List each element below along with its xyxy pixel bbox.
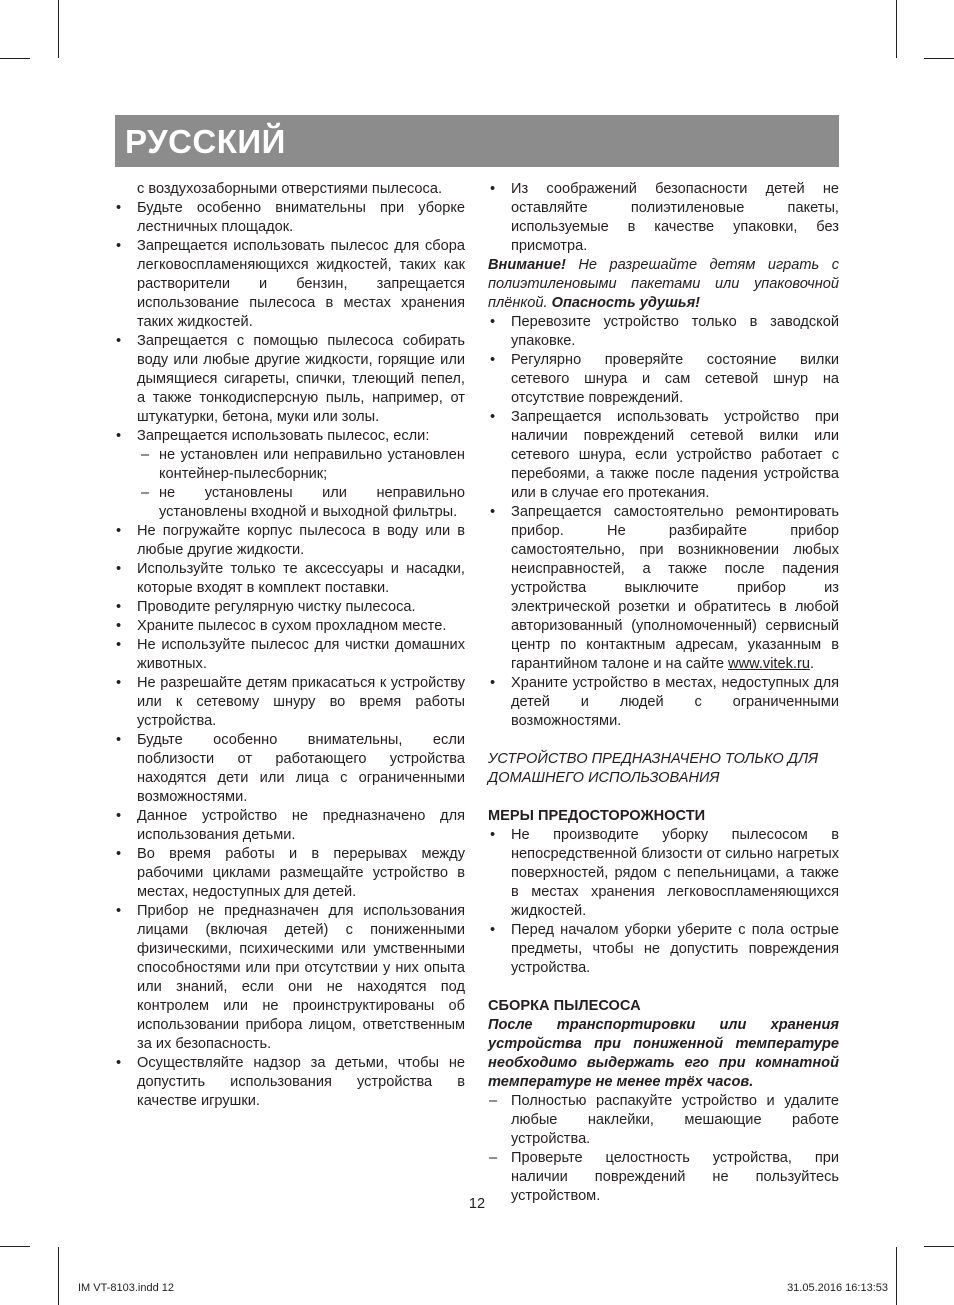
list-item: • Проводите регулярную чистку пылесоса.: [114, 598, 465, 617]
list-item: • Прибор не предназначен для использования лицами (включая детей) с пониженными физическими, психическими или умственными способностями или при отсутствии у них опыта или знаний, если они не находятся под контролем или не проинструктированы об использовании прибора лицом, ответственным за их безопасность.: [114, 902, 465, 1054]
list-item: [488, 503, 839, 674]
list-item: • Перевозите устройство только в заводской упаковке.: [488, 313, 839, 351]
sub-list: [137, 446, 465, 522]
warning-text: Не разрешайте детям играть с полиэтиленовыми пакетами или упаковочной плёнкой.: [488, 257, 839, 311]
repair-text: Запрещается самостоятельно ремонтировать прибор. Не разбирайте прибор самостоятельно, при возникновении любых неисправностей, а также после падения устройства выключите прибор из электрической розетки и обратитесь в любой авторизованный (уполномоченный) сервисный центр по контактным адресам, указанным в гарантийном талоне и на сайте: [511, 504, 839, 672]
warning-label: Внимание!: [488, 257, 566, 273]
list-item: • Будьте особенно внимательны, если поблизости от работающего устройства находятся дети или лица с ограниченными возможностями.: [114, 731, 465, 807]
warning-paragraph: [488, 256, 839, 313]
assembly-steps: [488, 1092, 839, 1206]
safety-list-c: [488, 180, 839, 256]
list-item: • Храните устройство в местах, недоступных для детей и людей с ограниченными возможностями.: [488, 674, 839, 731]
danger-text: Опасность удушья!: [551, 295, 701, 311]
household-use-notice: УСТРОЙСТВО ПРЕДНАЗНАЧЕНО ТОЛЬКО ДЛЯ ДОМАШНЕГО ИСПОЛЬЗОВАНИЯ: [488, 751, 819, 786]
sub-list-item: – не установлены или неправильно установлены входной и выходной фильтры.: [137, 484, 465, 522]
list-item-text: Запрещается использовать пылесос, если:: [137, 428, 430, 444]
list-item: • Из соображений безопасности детей не оставляйте полиэтиленовые пакеты, используемые в качестве упаковки, без присмотра.: [488, 180, 839, 256]
spacer: [488, 788, 839, 807]
list-item: • Запрещается с помощью пылесоса собирать воду или любые другие жидкости, горящие или дымящиеся сигареты, спички, тлеющий пепел, а также тонкодисперсную пыль, например, от штукатурки, бетона, муки или золы.: [114, 332, 465, 427]
safety-list-d: [488, 313, 839, 731]
crop-mark: [0, 58, 30, 59]
continued-text: с воздухозаборными отверстиями пылесоса.: [137, 181, 442, 197]
list-item: • Запрещается использовать пылесос для сбора легковоспламеняющихся жидкостей, таких как растворители и бензин, запрещается использование пылесоса в местах хранения таких жидкостей.: [114, 237, 465, 332]
language-header-bar: [115, 115, 839, 167]
page-title: РУССКИЙ: [125, 123, 286, 160]
assembly-note: После транспортировки или хранения устройства при пониженной температуре необходимо выдержать его при комнатной температуре не менее трёх часов.: [488, 1017, 839, 1090]
list-item: • Не погружайте корпус пылесоса в воду или в любые другие жидкости.: [114, 522, 465, 560]
precautions-list: [488, 826, 839, 978]
list-item: • Будьте особенно внимательны при уборке лестничных площадок.: [114, 199, 465, 237]
sub-list-item: – не установлен или неправильно установлен контейнер-пылесборник;: [137, 446, 465, 484]
crop-mark: [924, 1246, 954, 1247]
right-column: [488, 180, 839, 1206]
list-item: • Храните пылесос в сухом прохладном месте.: [114, 617, 465, 636]
footer-timestamp: 31.05.2016 16:13:53: [787, 1282, 888, 1294]
list-item: • Не производите уборку пылесосом в непосредственной близости от сильно нагретых поверхностей, рядом с пепельницами, а также в местах хранения легковоспламеняющихся жидкостей.: [488, 826, 839, 921]
precautions-heading: МЕРЫ ПРЕДОСТОРОЖНОСТИ: [488, 808, 706, 824]
crop-mark: [58, 1247, 59, 1305]
footer-file-info: IM VT-8103.indd 12: [78, 1282, 175, 1294]
list-item: • Запрещается использовать устройство при наличии повреждений сетевой вилки или сетевого шнура, если устройство работает с перебоями, а также после падения устройства или в случае его протекания.: [488, 408, 839, 503]
spacer: [488, 731, 839, 750]
list-item: – Проверьте целостность устройства, при наличии повреждений не пользуйтесь устройством.: [488, 1149, 839, 1206]
repair-end: .: [809, 656, 814, 672]
list-item: • Осуществляйте надзор за детьми, чтобы не допустить использования устройства в качестве игрушки.: [114, 1054, 465, 1111]
list-item: • Во время работы и в перерывах между рабочими циклами размещайте устройство в местах, недоступных для детей.: [114, 845, 465, 902]
list-item: • Не используйте пылесос для чистки домашних животных.: [114, 636, 465, 674]
vitek-website-link[interactable]: www.vitek.ru: [728, 656, 810, 672]
crop-mark: [896, 1247, 897, 1305]
list-item: • Регулярно проверяйте состояние вилки сетевого шнура и сам сетевой шнур на отсутствие повреждений.: [488, 351, 839, 408]
list-item: [114, 427, 465, 522]
list-item: • Не разрешайте детям прикасаться к устройству или к сетевому шнуру во время работы устройства.: [114, 674, 465, 731]
list-item: • Перед началом уборки уберите с пола острые предметы, чтобы не допустить повреждения устройства.: [488, 921, 839, 978]
spacer: [488, 978, 839, 997]
list-item: • Используйте только те аксессуары и насадки, которые входят в комплект поставки.: [114, 560, 465, 598]
assembly-heading: СБОРКА ПЫЛЕСОСА: [488, 998, 641, 1014]
page-number: 12: [468, 1196, 486, 1212]
left-column: [114, 180, 465, 1111]
list-item: • Данное устройство не предназначено для использования детьми.: [114, 807, 465, 845]
crop-mark: [0, 1246, 30, 1247]
safety-list-a: [114, 199, 465, 1111]
crop-mark: [896, 0, 897, 58]
crop-mark: [58, 0, 59, 58]
crop-mark: [924, 58, 954, 59]
list-item: – Полностью распакуйте устройство и удалите любые наклейки, мешающие работе устройства.: [488, 1092, 839, 1149]
